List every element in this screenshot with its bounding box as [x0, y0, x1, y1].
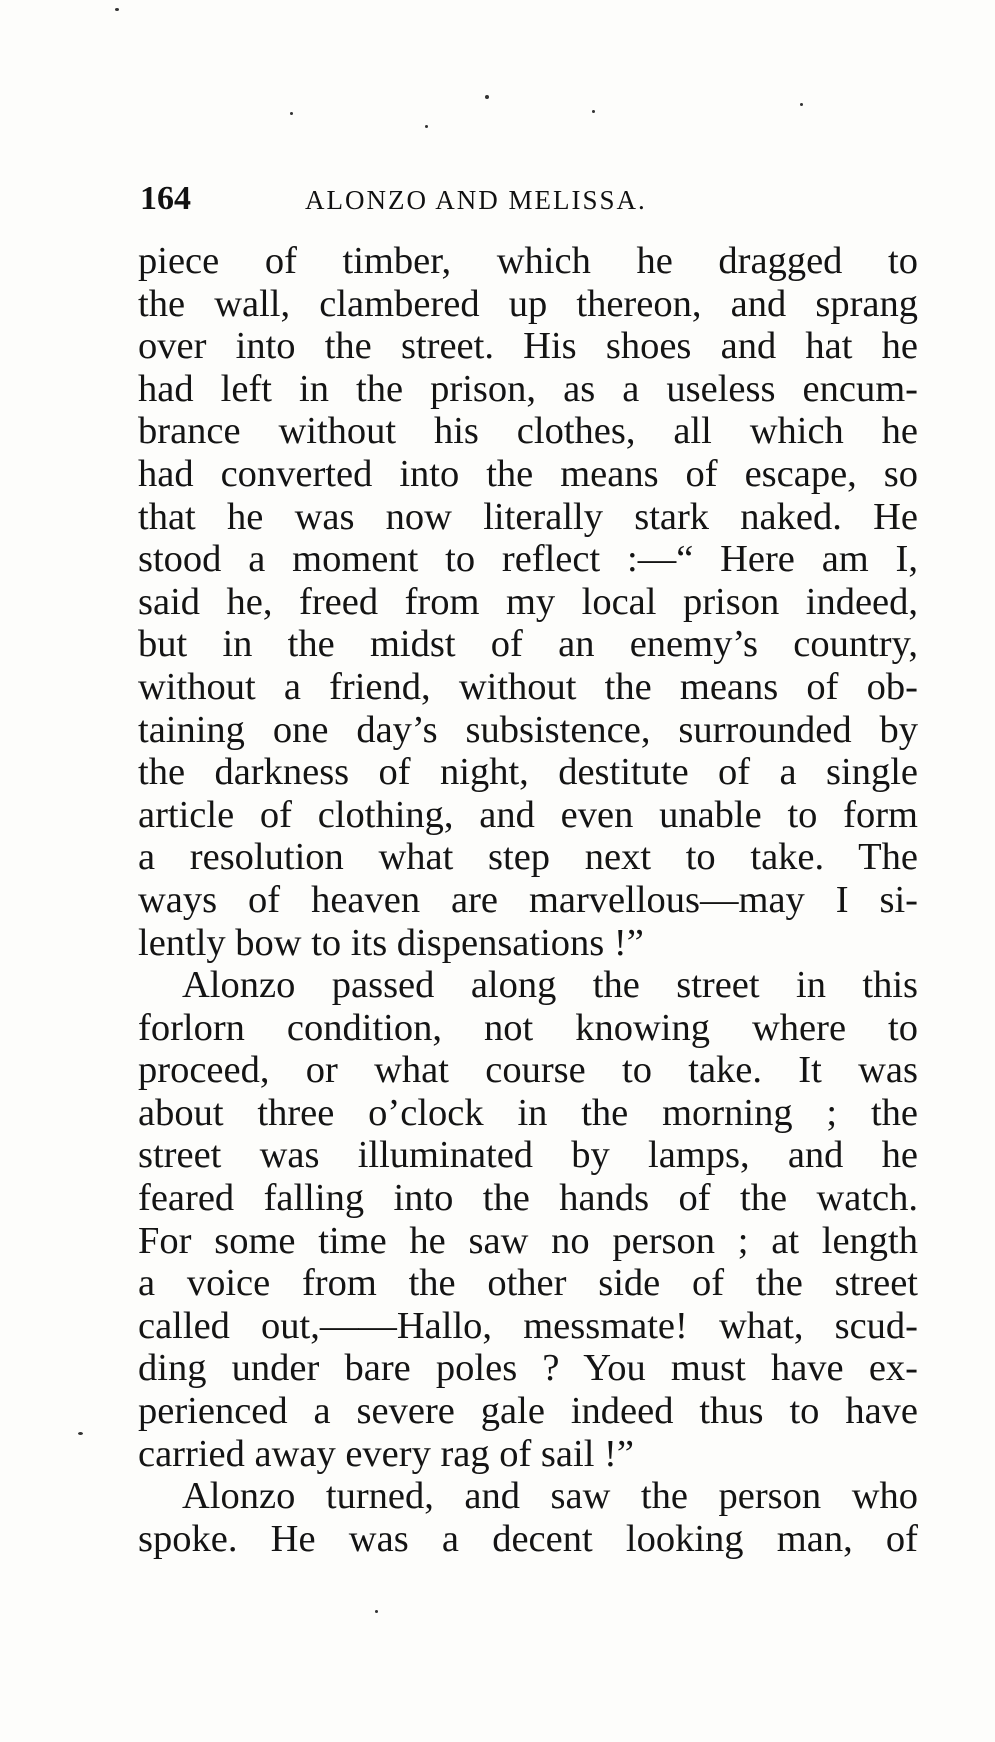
text-line: over into the street. His shoes and hat he: [138, 325, 918, 368]
text-line: but in the midst of an enemy’s country,: [138, 623, 918, 666]
text-line: street was illuminated by lamps, and he: [138, 1134, 918, 1177]
paper-speck: [78, 1432, 83, 1435]
paper-speck: [800, 103, 803, 106]
text-line: Alonzo passed along the street in this: [182, 964, 918, 1007]
paper-speck: [115, 8, 119, 11]
text-line: had left in the prison, as a useless encum-: [138, 367, 918, 410]
text-line: article of clothing, and even unable to form: [138, 793, 918, 836]
text-line: taining one day’s subsistence, surrounded by: [138, 708, 918, 751]
text-line: forlorn condition, not knowing where to: [138, 1006, 918, 1049]
text-line: had converted into the means of escape, so: [138, 452, 918, 495]
text-line: lently bow to its dispensations !”: [138, 921, 644, 964]
text-line: called out,——Hallo, messmate! what, scud-: [138, 1304, 918, 1347]
text-line: carried away every rag of sail !”: [138, 1432, 634, 1475]
paragraph: [138, 1475, 918, 1560]
text-line: feared falling into the hands of the watch.: [138, 1177, 918, 1220]
paper-speck: [485, 95, 489, 99]
page-header: [140, 180, 920, 220]
text-line: For some time he saw no person ; at length: [138, 1219, 918, 1262]
text-line: the wall, clambered up thereon, and sprang: [138, 282, 918, 325]
paragraph: [138, 964, 918, 1475]
running-head: ALONZO AND MELISSA.: [305, 185, 647, 215]
text-line: perienced a severe gale indeed thus to have: [138, 1390, 918, 1433]
text-line: stood a moment to reflect :—“ Here am I,: [138, 538, 918, 581]
text-line: without a friend, without the means of ob-: [138, 665, 918, 708]
paper-speck: [425, 125, 428, 128]
text-line: brance without his clothes, all which he: [138, 410, 918, 453]
text-line: proceed, or what course to take. It was: [138, 1049, 918, 1092]
text-line: ding under bare poles ? You must have ex-: [138, 1347, 918, 1390]
body-text: [138, 240, 918, 1560]
text-line: spoke. He was a decent looking man, of: [138, 1517, 918, 1560]
paper-speck: [592, 110, 595, 113]
text-line: ways of heaven are marvellous—may I si-: [138, 878, 918, 921]
paragraph: [138, 240, 918, 964]
paper-speck: [375, 1610, 378, 1613]
text-line: a voice from the other side of the street: [138, 1262, 918, 1305]
text-line: a resolution what step next to take. The: [138, 836, 918, 879]
text-line: that he was now literally stark naked. He: [138, 495, 918, 538]
text-line: Alonzo turned, and saw the person who: [182, 1475, 918, 1518]
page-number: 164: [140, 180, 191, 217]
text-line: about three o’clock in the morning ; the: [138, 1091, 918, 1134]
paper-speck: [290, 112, 293, 115]
text-line: piece of timber, which he dragged to: [138, 240, 918, 282]
text-line: said he, freed from my local prison indeed,: [138, 580, 918, 623]
text-line: the darkness of night, destitute of a single: [138, 751, 918, 794]
